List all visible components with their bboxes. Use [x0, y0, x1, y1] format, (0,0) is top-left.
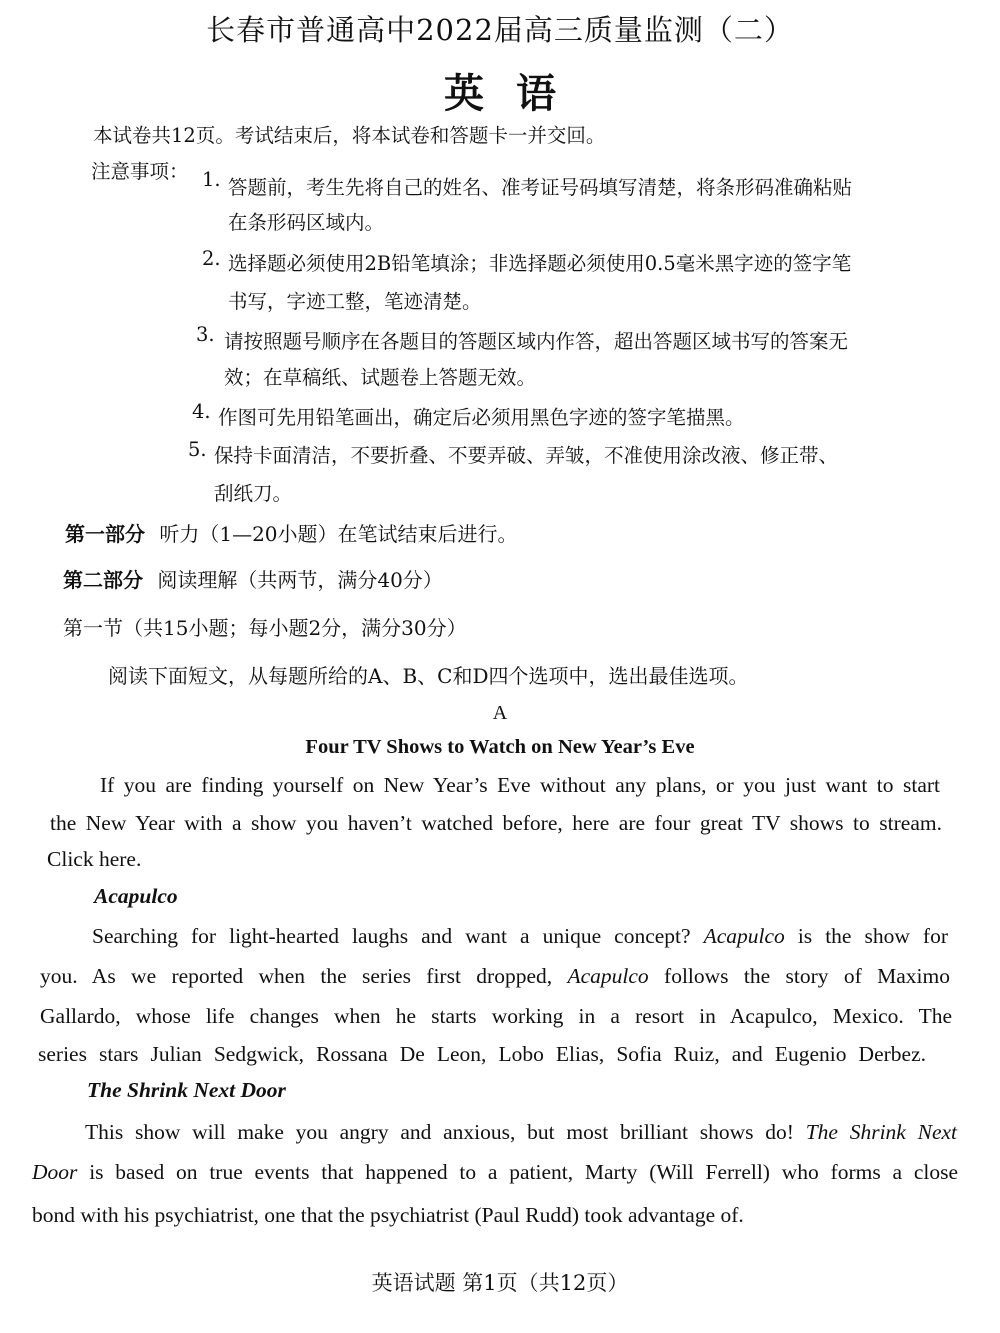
part2-label: 第二部分 — [63, 568, 143, 592]
note-line: 书写，字迹工整，笔迹清楚。 — [228, 290, 482, 313]
instructions: 阅读下面短文，从每题所给的A、B、C和D四个选项中，选出最佳选项。 — [108, 664, 749, 688]
show-line: Gallardo, whose life changes when he starts working in a resort in Acapulco, Mexico. The — [40, 1004, 952, 1028]
section-heading — [65, 518, 518, 547]
note-number: 4. — [192, 400, 211, 423]
note-number: 5. — [188, 438, 207, 461]
italic-title: Acapulco — [703, 924, 785, 948]
show-line: series stars Julian Sedgwick, Rossana De Leon, Lobo Elias, Sofia Ruiz, and Eugenio Derbez. — [38, 1042, 926, 1066]
show-line: bond with his psychiatrist, one that the psychiatrist (Paul Rudd) took advantage of. — [32, 1203, 744, 1227]
italic-title: Acapulco — [567, 964, 649, 988]
text-span: follows the story of Maximo — [664, 964, 950, 988]
note-number: 1. — [202, 168, 221, 191]
note-line: 作图可先用铅笔画出，确定后必须用黑色字迹的签字笔描黑。 — [218, 406, 745, 429]
section1-heading: 第一节（共15小题；每小题2分，满分30分） — [63, 616, 467, 640]
show-line — [85, 1120, 957, 1145]
italic-title: The Shrink Next — [805, 1120, 958, 1144]
part1-text: 听力（1—20小题）在笔试结束后进行。 — [159, 522, 518, 546]
intro-line: If you are finding yourself on New Year’s Eve without any plans, or you just want to start — [100, 773, 940, 797]
part2-text: 阅读理解（共两节，满分40分） — [157, 568, 443, 592]
show-heading: Acapulco — [94, 884, 178, 908]
show-heading: The Shrink Next Door — [87, 1078, 286, 1102]
text-span: This show will make you angry and anxious, but most brilliant shows do! — [85, 1120, 794, 1144]
part1-label: 第一部分 — [65, 522, 145, 546]
note-line: 刮纸刀。 — [214, 482, 293, 505]
exam-title: 长春市普通高中2022届高三质量监测（二） — [206, 13, 794, 47]
show-line — [92, 924, 948, 949]
text-span: is based on true events that happened to a patient, Marty (Will Ferrell) who forms a close — [89, 1160, 958, 1184]
intro-line: the New Year with a show you haven’t watched before, here are four great TV shows to stream. — [50, 811, 942, 835]
subject-title: 英语 — [444, 70, 588, 117]
text-span: Searching for light-hearted laughs and want a unique concept? — [92, 924, 691, 948]
pages-note: 本试卷共12页。考试结束后，将本试卷和答题卡一并交回。 — [93, 124, 606, 147]
notes-label: 注意事项： — [91, 160, 189, 183]
note-number: 2. — [202, 247, 221, 270]
passage-title: Four TV Shows to Watch on New Year’s Eve — [305, 736, 695, 758]
show-line — [40, 964, 950, 989]
note-line: 效；在草稿纸、试题卷上答题无效。 — [224, 366, 537, 389]
intro-line: Click here. — [47, 847, 142, 871]
note-line: 请按照题号顺序在各题目的答题区域内作答，超出答题区域书写的答案无 — [224, 330, 849, 353]
show-line — [32, 1160, 958, 1185]
page-footer: 英语试题 第1页（共12页） — [371, 1271, 629, 1295]
section-heading — [63, 564, 443, 593]
passage-letter: A — [492, 702, 508, 724]
note-line: 在条形码区域内。 — [228, 211, 385, 234]
note-number: 3. — [196, 323, 215, 346]
note-line: 保持卡面清洁，不要折叠、不要弄破、弄皱，不准使用涂改液、修正带、 — [214, 444, 839, 467]
note-line: 答题前，考生先将自己的姓名、准考证号码填写清楚，将条形码准确粘贴 — [228, 176, 853, 199]
italic-title: Door — [32, 1160, 78, 1184]
note-line: 选择题必须使用2B铅笔填涂；非选择题必须使用0.5毫米黑字迹的签字笔 — [228, 252, 852, 275]
text-span: you. As we reported when the series first dropped, — [40, 964, 553, 988]
text-span: is the show for — [797, 924, 948, 948]
